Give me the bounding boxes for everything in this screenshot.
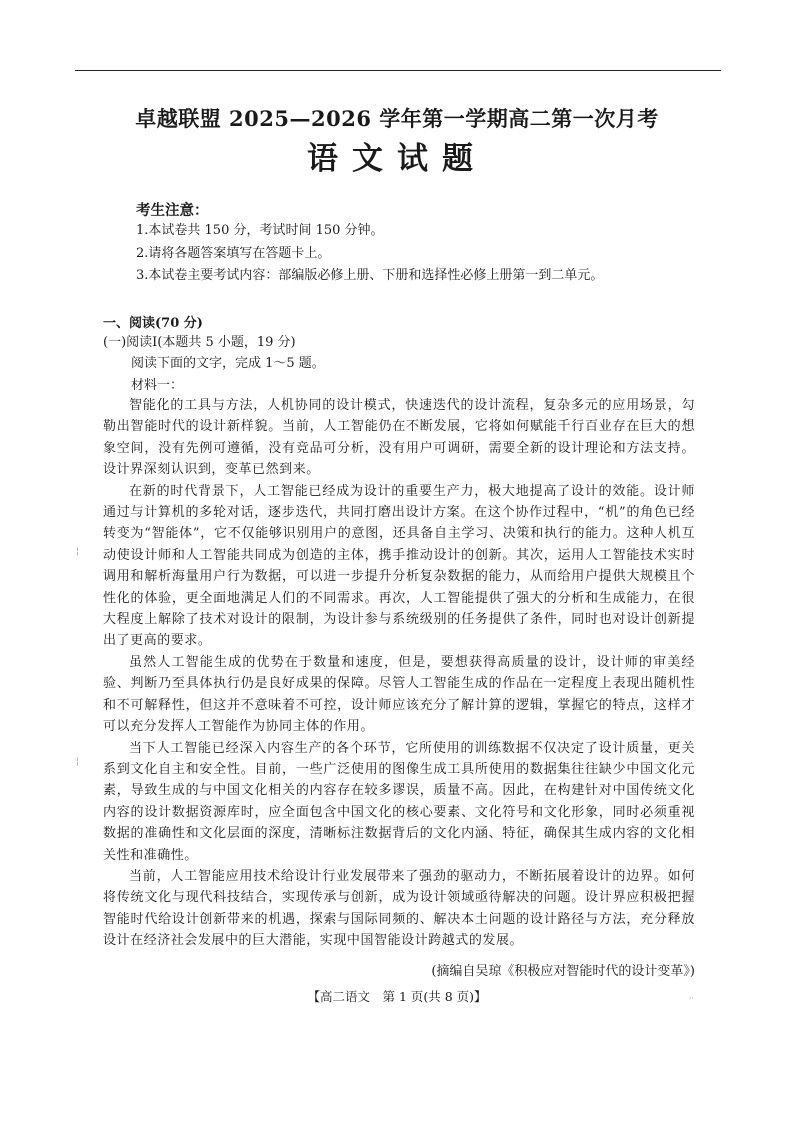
margin-tick-mark: ¦ bbox=[76, 547, 80, 557]
page-footer: 【高二语文 第 1 页(共 8 页)】 bbox=[307, 989, 487, 1004]
passage-body bbox=[103, 395, 695, 952]
subsection-heading: (一)阅读Ⅰ(本题共 5 小题，19 分) bbox=[103, 335, 296, 350]
reading-instruction: 阅读下面的文字，完成 1～5 题。 bbox=[131, 356, 325, 371]
corner-mark: ·· bbox=[689, 994, 695, 1003]
notice-item: 1.本试卷共 150 分，考试时间 150 分钟。 bbox=[136, 223, 384, 238]
material-label: 材料一： bbox=[131, 378, 184, 393]
passage-paragraph: 当下人工智能已经深入内容生产的各个环节，它所使用的训练数据不仅决定了设计质量，更关系到文化自主和安全性。目前，一些广泛使用的图像生成工具所使用的数据集往往缺少中国文化元素，导致生成的与中国文化相关的内容存在较多谬误，质量不高。因此，在构建针对中国传统文化内容的设计数据资源库时，应全面包含中国文化的核心要素、文化符号和文化形象，同时必须重视数据的准确性和文化层面的深度，清晰标注数据背后的文化内涵、特征，确保其生成内容的文化相关性和准确性。 bbox=[103, 740, 695, 863]
margin-tick-mark: ¦ bbox=[76, 757, 80, 767]
exam-header: 卓越联盟 2025—2026 学年第一学期高二第一次月考 bbox=[135, 106, 659, 131]
passage-paragraph: 智能化的工具与方法，人机协同的设计模式，快速迭代的设计流程，复杂多元的应用场景，勾勒出智能时代的设计新样貌。当前，人工智能仍在不断发展，它将如何赋能千行百业存在巨大的想象空间，没有先例可遵循，没有竞品可分析，没有用户可调研，需要全新的设计理论和方法支持。设计界深刻认识到，变革已然到来。 bbox=[103, 398, 695, 478]
exam-title: 语文试题 bbox=[307, 141, 487, 177]
notice-heading: 考生注意： bbox=[136, 202, 209, 219]
top-rule bbox=[75, 70, 721, 71]
passage-paragraph: 在新的时代背景下，人工智能已经成为设计的重要生产力，极大地提高了设计的效能。设计师通过与计算机的多轮对话，逐步迭代，共同打磨出设计方案。在这个协作过程中，“机”的角色已经转变为“智能体”，它不仅能够识别用户的意图，还具备自主学习、决策和执行的能力。这种人机互动使设计师和人工智能共同成为创造的主体，携手推动设计的创新。其次，运用人工智能技术实时调用和解析海量用户行为数据，可以进一步提升分析复杂数据的能力，从而给用户提供大规模且个性化的体验，更全面地满足人们的不同需求。再次，人工智能提供了强大的分析和生成能力，在很大程度上解除了技术对设计的限制，为设计参与系统级别的任务提供了条件，同时也对设计创新提出了更高的要求。 bbox=[103, 483, 695, 649]
notice-list bbox=[136, 220, 603, 288]
passage-paragraph: 虽然人工智能生成的优势在于数量和速度，但是，要想获得高质量的设计，设计师的审美经验、判断乃至具体执行仍是良好成果的保障。尽管人工智能生成的作品在一定程度上表现出随机性和不可解释性，但这并不意味着不可控，设计师应该充分了解计算的逻辑，掌握它的特点，这样才可以充分发挥人工智能作为协同主体的作用。 bbox=[103, 654, 695, 735]
section-heading: 一、阅读(70 分) bbox=[103, 316, 203, 331]
passage-paragraph: 当前，人工智能应用技术给设计行业发展带来了强劲的驱动力，不断拓展着设计的边界。如何将传统文化与现代科技结合，实现传承与创新，成为设计领域亟待解决的问题。设计界应积极把握智能时代给设计创新带来的机遇，探索与国际同频的、解决本土问题的设计路径与方法，充分释放设计在经济社会发展中的巨大潜能，实现中国智能设计跨越式的发展。 bbox=[103, 868, 695, 949]
notice-item: 3.本试卷主要考试内容：部编版必修上册、下册和选择性必修上册第一到二单元。 bbox=[136, 268, 604, 283]
source-citation: (摘编自吴琼《积极应对智能时代的设计变革》) bbox=[431, 964, 695, 979]
notice-item: 2.请将各题答案填写在答题卡上。 bbox=[136, 245, 331, 261]
